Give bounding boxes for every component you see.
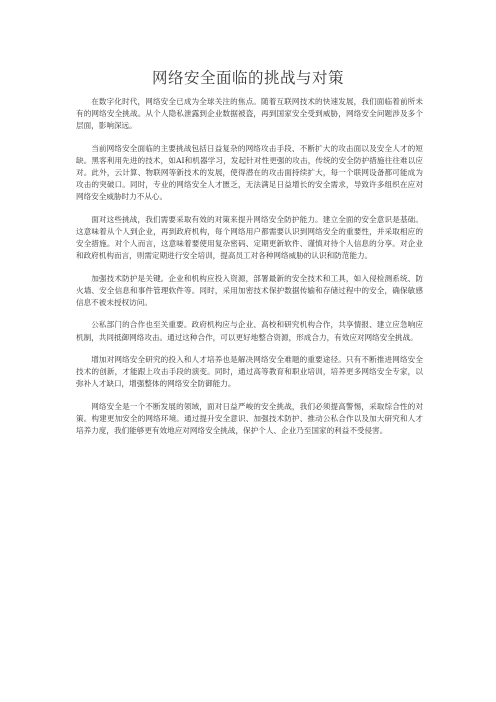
paragraph-intro: 在数字化时代，网络安全已成为全球关注的焦点。随着互联网技术的快速发展，我们面临着前所未有的网络安全挑战。从个人隐私泄露到企业数据被盗，再到国家安全受到威胁，网络安全问题涉及多个层面，影响深远。	[76, 97, 423, 131]
paragraph-awareness: 面对这些挑战，我们需要采取有效的对策来提升网络安全防护能力。建立全面的安全意识是基础。这意味着从个人到企业，再到政府机构，每个网络用户都需要认识到网络安全的重要性，并采取相应的安全措施。对个人而言，这意味着要使用复杂密码、定期更新软件、谨慎对待个人信息的分享。对企业和政府机构而言，则需定期进行安全培训，提高员工对各种网络威胁的认识和防范能力。	[76, 214, 423, 261]
paragraph-research-talent: 增加对网络安全研究的投入和人才培养也是解决网络安全难题的重要途径。只有不断推进网络安全技术的创新，才能跟上攻击手段的演变。同时，通过高等教育和职业培训，培养更多网络安全专家，以弥补人才缺口，增强整体的网络安全防御能力。	[76, 355, 423, 389]
document-title: 网络安全面临的挑战与对策	[151, 69, 344, 87]
paragraph-technical-protection: 加强技术防护是关键。企业和机构应投入资源，部署最新的安全技术和工具，如入侵检测系统、防火墙、安全信息和事件管理软件等。同时，采用加密技术保护数据传输和存储过程中的安全，确保敏感信息不被未授权访问。	[76, 273, 423, 307]
paragraph-public-private-cooperation: 公私部门的合作也至关重要。政府机构应与企业、高校和研究机构合作，共享情报、建立应急响应机制，共同抵御网络攻击。通过这种合作，可以更好地整合资源，形成合力，有效应对网络安全挑战。	[76, 320, 423, 342]
paragraph-challenges: 当前网络安全面临的主要挑战包括日益复杂的网络攻击手段、不断扩大的攻击面以及安全人才的短缺。黑客利用先进的技术，如AI和机器学习，发起针对性更强的攻击，传统的安全防护措施往往难以应对。此外，云计算、物联网等新技术的发展，使得潜在的攻击面持续扩大，每一个联网设备都可能成为攻击的突破口。同时，专业的网络安全人才匮乏，无法满足日益增长的安全需求，导致许多组织在应对网络安全威胁时力不从心。	[76, 143, 423, 202]
paragraph-conclusion: 网络安全是一个不断发展的领域，面对日益严峻的安全挑战，我们必须提高警惕，采取综合性的对策。构建更加安全的网络环境。通过提升安全意识、加强技术防护、推动公私合作以及加大研究和人才培养力度，我们能够更有效地应对网络安全挑战，保护个人、企业乃至国家的利益不受侵害。	[76, 401, 423, 436]
document-body	[76, 96, 423, 448]
